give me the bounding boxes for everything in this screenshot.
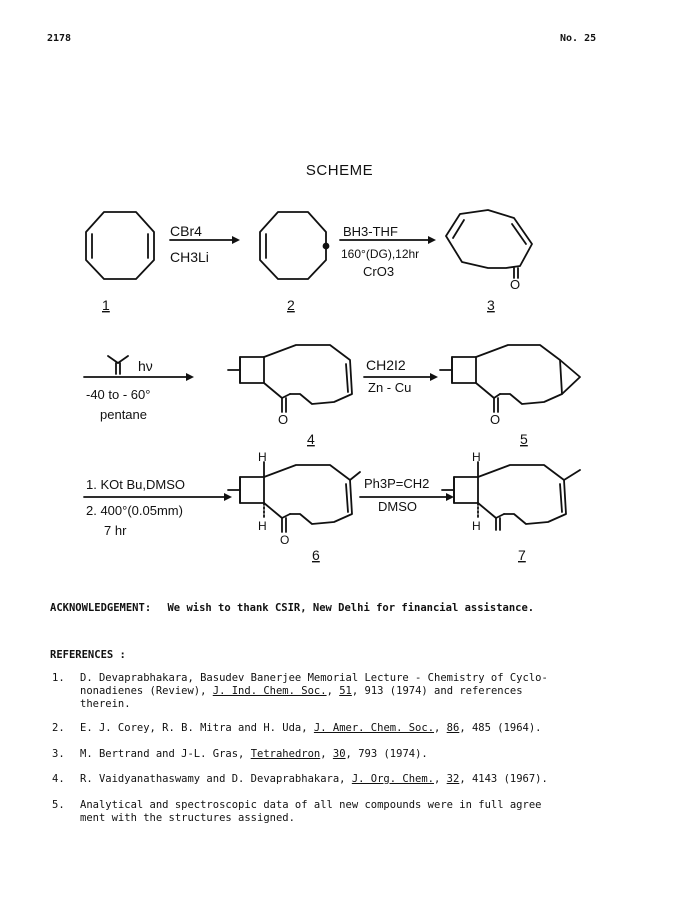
ref-1-line2	[80, 685, 640, 698]
ref-2-number: 2.	[52, 722, 65, 734]
compound-6-structure	[228, 462, 360, 532]
ref-1-authors-tail: nonadienes (Review),	[80, 685, 213, 697]
compound-4-label: 4	[307, 431, 315, 447]
reagent-bh3-thf: BH3-THF	[343, 224, 398, 239]
ref-2-authors: E. J. Corey, R. B. Mitra and H. Uda,	[80, 722, 314, 734]
ref-4-journal: J. Org. Chem.	[351, 773, 435, 785]
compound-7-h-bottom: H	[472, 519, 481, 533]
ref-3-sep: ,	[320, 748, 333, 760]
ref-3-number: 3.	[52, 748, 65, 760]
ref-3-pages: , 793 (1974).	[345, 748, 428, 760]
ref-3-journal: Tetrahedron	[250, 748, 321, 760]
reagent-cbr4: CBr4	[170, 223, 202, 239]
compound-6-h-top: H	[258, 450, 267, 464]
condition-7hr: 7 hr	[104, 523, 127, 538]
scheme-title: SCHEME	[305, 162, 374, 179]
compound-5-label: 5	[520, 431, 528, 447]
compound-7-h-top: H	[472, 450, 481, 464]
compound-7-label: 7	[518, 547, 526, 563]
reagent-ph3p-ch2: Ph3P=CH2	[364, 476, 430, 491]
issue-number: No. 25	[560, 33, 597, 44]
compound-3-label: 3	[487, 297, 495, 313]
ref-3-volume: 30	[332, 748, 346, 760]
ref-3-authors: M. Bertrand and J-L. Gras,	[80, 748, 251, 760]
ref-4-number: 4.	[52, 773, 65, 785]
ref-4	[80, 773, 640, 786]
ref-5-line1: Analytical and spectroscopic data of all new compounds were in full agree	[80, 799, 542, 811]
reagent-ch3li: CH3Li	[170, 249, 209, 265]
ref-1-pages: , 913 (1974) and references	[351, 685, 523, 697]
compound-6-h-bottom: H	[258, 519, 267, 533]
ref-2-volume: 86	[446, 722, 460, 734]
compound-5-structure	[440, 345, 580, 412]
ref-1-line3: therein.	[80, 698, 131, 710]
ref-5	[80, 799, 640, 825]
hv-label: hν	[138, 358, 153, 374]
ref-5-number: 5.	[52, 799, 65, 811]
acknowledgement-label: ACKNOWLEDGEMENT:	[50, 602, 152, 614]
reagent-zn-cu: Zn - Cu	[368, 380, 412, 395]
compound-1-structure	[86, 212, 154, 279]
reagent-cro3: CrO3	[363, 264, 395, 279]
ref-4-authors: R. Vaidyanathaswamy and D. Devaprabhakara,	[80, 773, 352, 785]
compound-2-structure	[260, 212, 329, 279]
ref-3	[80, 748, 640, 761]
compound-4-oxygen: O	[278, 412, 289, 427]
solvent-dmso: DMSO	[378, 499, 417, 514]
condition-kotbu-dmso: 1. KOt Bu,DMSO	[86, 477, 185, 492]
page-number: 2178	[47, 33, 72, 44]
compound-3-structure	[446, 210, 532, 278]
ref-1-journal: J. Ind. Chem. Soc.	[212, 685, 327, 697]
compound-3-oxygen: O	[510, 277, 521, 292]
ref-1-number: 1.	[52, 672, 65, 684]
ref-4-pages: , 4143 (1967).	[459, 773, 548, 785]
ref-2	[80, 722, 640, 735]
references-title: REFERENCES :	[50, 649, 126, 661]
condition-160-12hr: 160°(DG),12hr	[341, 247, 420, 261]
compound-4-structure	[228, 345, 352, 412]
condition-400-vacuum: 2. 400°(0.05mm)	[86, 503, 183, 518]
compound-6-label: 6	[312, 547, 320, 563]
ref-2-pages: , 485 (1964).	[459, 722, 542, 734]
ref-5-line2: ment with the structures assigned.	[80, 812, 295, 824]
acknowledgement	[50, 602, 534, 614]
solvent-pentane: pentane	[100, 407, 147, 422]
compound-1-label: 1	[102, 297, 110, 313]
compound-6-oxygen: O	[280, 533, 290, 547]
acknowledgement-text: We wish to thank CSIR, New Delhi for financial assistance.	[167, 602, 535, 614]
compound-2-label: 2	[287, 297, 295, 313]
condition-temperature: -40 to - 60°	[86, 387, 151, 402]
ref-2-journal: J. Amer. Chem. Soc.	[313, 722, 435, 734]
ref-4-volume: 32	[446, 773, 460, 785]
ref-1-line1: D. Devaprabhakara, Basudev Banerjee Memorial Lecture - Chemistry of Cyclo-	[80, 672, 548, 684]
ref-1	[80, 672, 640, 711]
ref-1-volume: 51	[339, 685, 352, 697]
ref-2-sep: ,	[434, 722, 447, 734]
compound-7-structure	[442, 462, 580, 530]
compound-5-oxygen: O	[490, 412, 501, 427]
ref-1-sep: ,	[326, 685, 340, 697]
reagent-ch2i2: CH2I2	[366, 357, 406, 373]
ref-4-sep: ,	[434, 773, 447, 785]
isobutylene-structure	[108, 356, 128, 374]
